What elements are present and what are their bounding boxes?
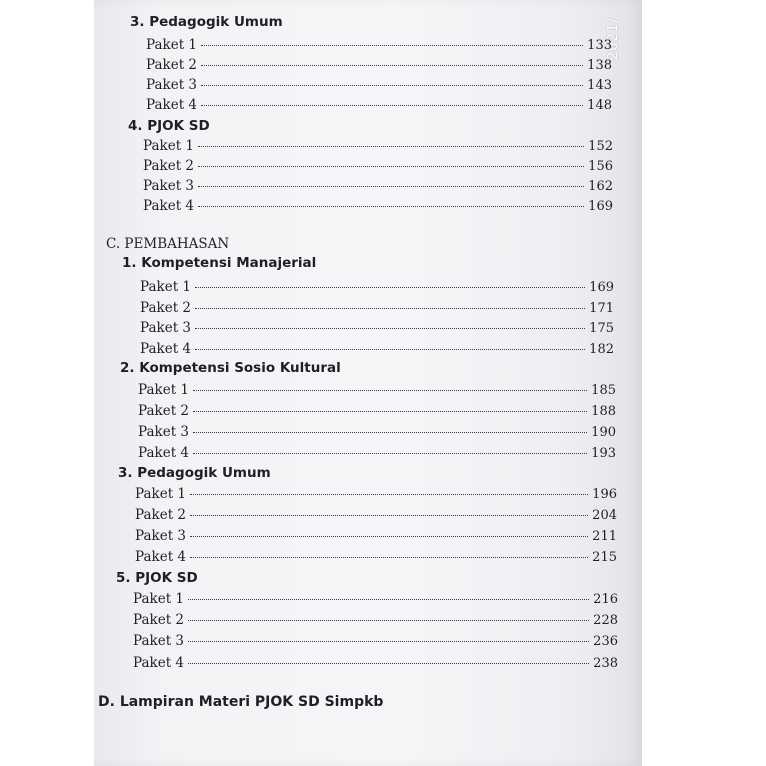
dot-leader	[195, 308, 585, 309]
page-number: 143	[587, 78, 612, 93]
toc-entry[interactable]	[140, 279, 614, 299]
entry-label: Paket 3	[135, 528, 187, 544]
page-number: 162	[588, 179, 613, 194]
entry-label: Paket 2	[143, 158, 195, 174]
toc-entry[interactable]	[146, 97, 612, 117]
page-number: 156	[588, 159, 613, 174]
entry-label: Paket 1	[133, 591, 185, 607]
entry-label: Paket 2	[133, 612, 185, 628]
entry-label: Paket 2	[138, 403, 190, 419]
section-title: D. Lampiran Materi PJOK SD Simpkb	[98, 694, 384, 710]
page-number: 204	[592, 508, 617, 523]
dot-leader	[193, 390, 587, 391]
entry-label: Paket 3	[138, 424, 190, 440]
toc-entry[interactable]	[140, 300, 614, 320]
subsection-title: 2. Kompetensi Sosio Kultural	[120, 360, 341, 376]
entry-label: Paket 1	[146, 37, 198, 53]
entry-label: Paket 4	[133, 655, 185, 671]
page-number: 238	[593, 656, 618, 671]
page-number: 133	[587, 38, 612, 53]
dot-leader	[201, 45, 583, 46]
page-number: 228	[593, 613, 618, 628]
entry-label: Paket 4	[143, 198, 195, 214]
page-number: 188	[591, 404, 616, 419]
dot-leader	[190, 536, 588, 537]
toc-entry[interactable]	[146, 77, 612, 97]
entry-label: Paket 1	[138, 382, 190, 398]
entry-label: Paket 4	[135, 549, 187, 565]
entry-label: Paket 2	[140, 300, 192, 316]
page-number: 190	[591, 425, 616, 440]
entry-label: Paket 4	[146, 97, 198, 113]
toc-entry[interactable]	[143, 198, 613, 218]
subsection-title: 5. PJOK SD	[116, 570, 198, 586]
entry-label: Paket 1	[135, 486, 187, 502]
dot-leader	[190, 515, 588, 516]
entry-label: Paket 3	[133, 633, 185, 649]
toc-entry[interactable]	[140, 341, 614, 361]
page-number: 138	[587, 58, 612, 73]
dot-leader	[198, 186, 584, 187]
page-number: 175	[589, 321, 614, 336]
toc-entry[interactable]	[135, 486, 617, 506]
dot-leader	[195, 349, 585, 350]
page-number: 171	[589, 301, 614, 316]
toc-entry[interactable]	[143, 138, 613, 158]
dot-leader	[193, 432, 587, 433]
dot-leader	[193, 411, 587, 412]
page-number: 185	[591, 383, 616, 398]
toc-entry[interactable]	[133, 655, 618, 675]
entry-label: Paket 3	[146, 77, 198, 93]
dot-leader	[190, 557, 588, 558]
entry-label: Paket 2	[146, 57, 198, 73]
toc-entry[interactable]	[135, 507, 617, 527]
toc-entry[interactable]	[146, 37, 612, 57]
page-number: 169	[588, 199, 613, 214]
subsection-title: 3. Pedagogik Umum	[130, 14, 283, 30]
entry-label: Paket 3	[143, 178, 195, 194]
entry-label: Paket 3	[140, 320, 192, 336]
page-number: 193	[591, 446, 616, 461]
page-number: 216	[593, 592, 618, 607]
entry-label: Paket 4	[140, 341, 192, 357]
dot-leader	[198, 166, 584, 167]
toc-entry[interactable]	[138, 382, 616, 402]
subsection-title: 1. Kompetensi Manajerial	[122, 255, 317, 271]
dot-leader	[198, 146, 584, 147]
toc-entry[interactable]	[138, 403, 616, 423]
subsection-title: 3. Pedagogik Umum	[118, 465, 271, 481]
dot-leader	[193, 453, 587, 454]
toc-entry[interactable]	[143, 158, 613, 178]
page-number: 215	[592, 550, 617, 565]
entry-label: Paket 1	[140, 279, 192, 295]
toc-entry[interactable]	[140, 320, 614, 340]
dot-leader	[195, 287, 585, 288]
dot-leader	[188, 663, 589, 664]
page-number: 152	[588, 139, 613, 154]
dot-leader	[198, 206, 584, 207]
toc-entry[interactable]	[133, 633, 618, 653]
toc-entry[interactable]	[135, 549, 617, 569]
dot-leader	[201, 105, 583, 106]
dot-leader	[201, 85, 583, 86]
dot-leader	[201, 65, 583, 66]
toc-entry[interactable]	[133, 612, 618, 632]
entry-label: Paket 2	[135, 507, 187, 523]
toc-entry[interactable]	[146, 57, 612, 77]
dot-leader	[190, 494, 588, 495]
dot-leader	[188, 641, 589, 642]
page-number: 182	[589, 342, 614, 357]
dot-leader	[188, 599, 589, 600]
section-title: C. PEMBAHASAN	[106, 236, 230, 252]
subsection-title: 4. PJOK SD	[128, 118, 210, 134]
toc-entry[interactable]	[133, 591, 618, 611]
date-watermark: 2021/	[606, 17, 621, 60]
page-number: 236	[593, 634, 618, 649]
page-number: 169	[589, 280, 614, 295]
entry-label: Paket 4	[138, 445, 190, 461]
page-number: 211	[592, 529, 617, 544]
toc-entry[interactable]	[138, 424, 616, 444]
page-number: 196	[592, 487, 617, 502]
page-number: 148	[587, 98, 612, 113]
entry-label: Paket 1	[143, 138, 195, 154]
toc-entry[interactable]	[135, 528, 617, 548]
toc-entry[interactable]	[143, 178, 613, 198]
toc-entry[interactable]	[138, 445, 616, 465]
dot-leader	[195, 328, 585, 329]
dot-leader	[188, 620, 589, 621]
